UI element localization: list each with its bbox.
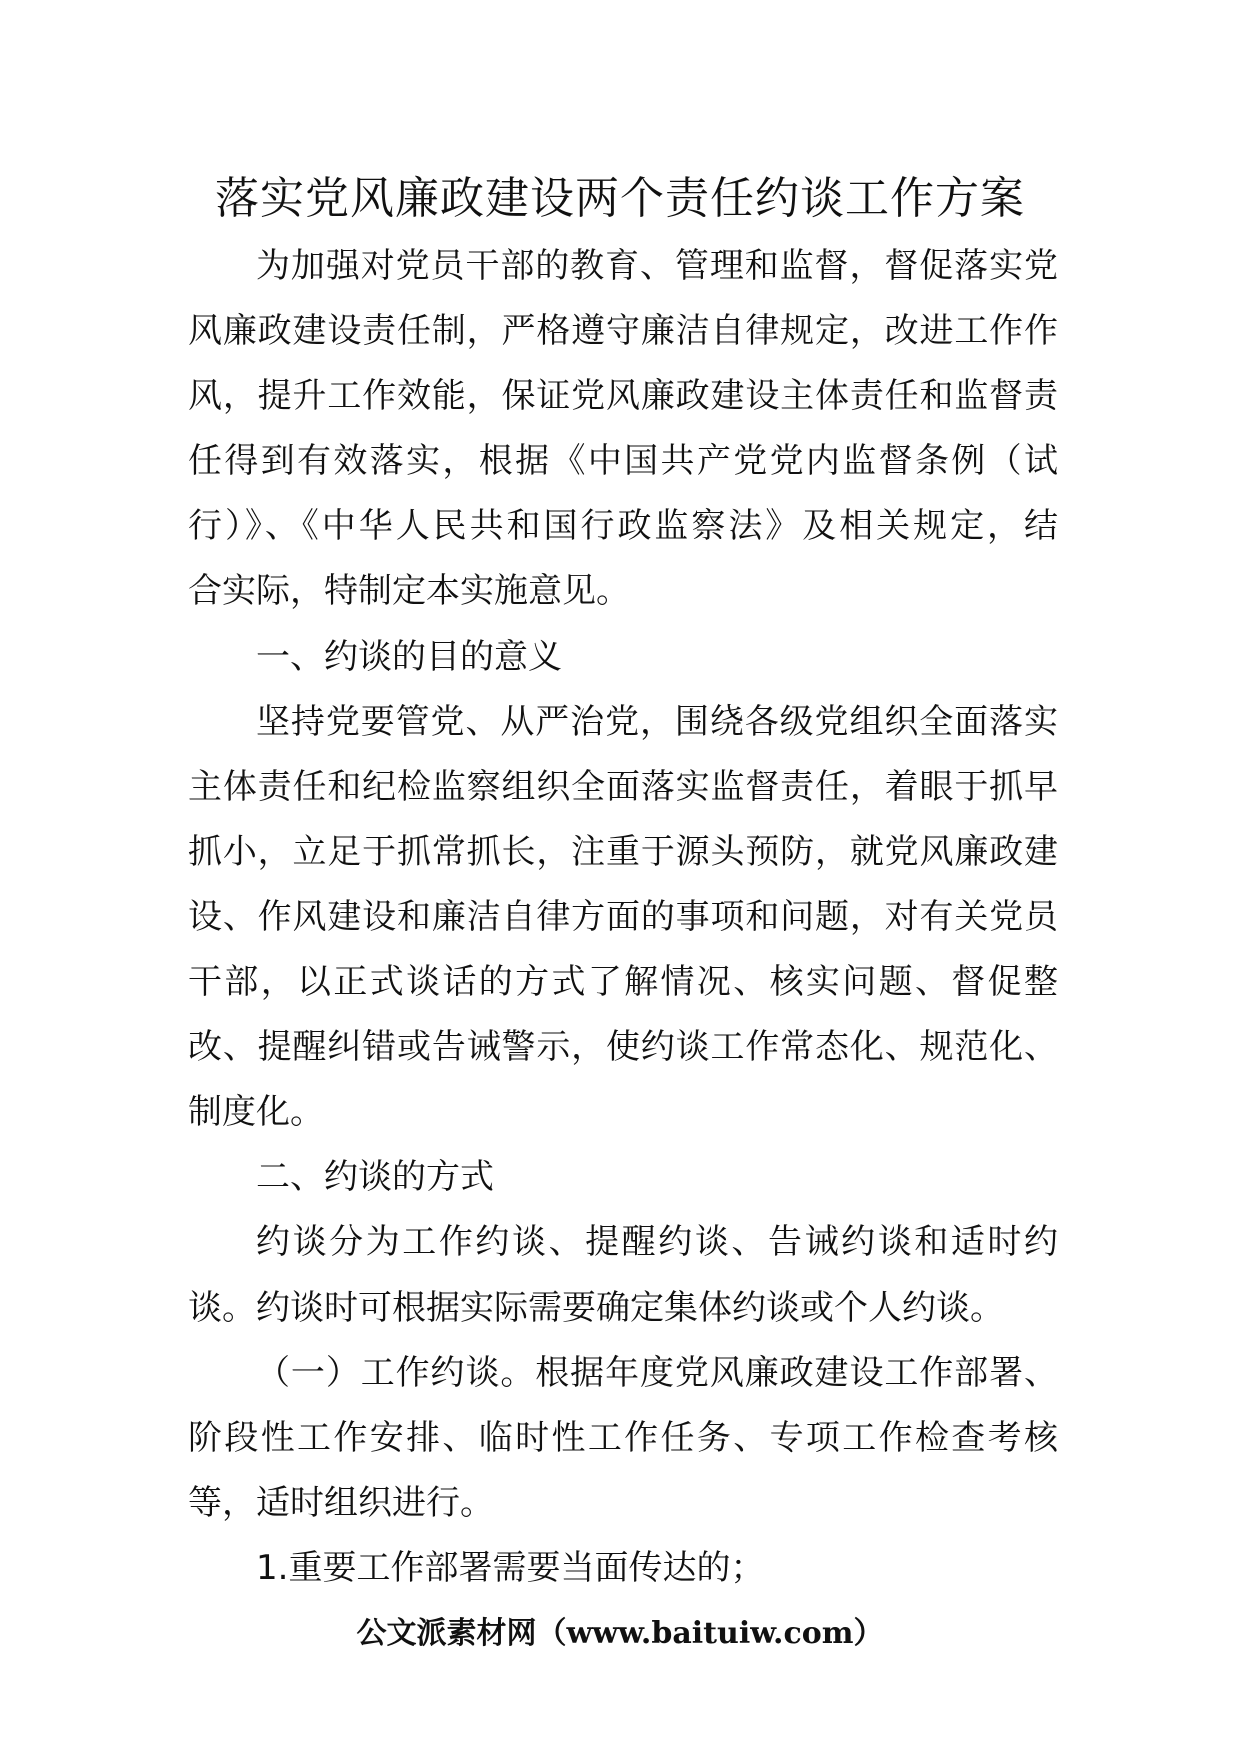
body-line: 1.重要工作部署需要当面传达的； bbox=[256, 1547, 765, 1588]
body-line: 谈。约谈时可根据实际需要确定集体约谈或个人约谈。 bbox=[188, 1287, 1004, 1328]
body-line: 一、约谈的目的意义 bbox=[256, 636, 562, 677]
body-line: 风，提升工作效能，保证党风廉政建设主体责任和监督责 bbox=[188, 376, 1058, 417]
body-line: 抓小，立足于抓常抓长，注重于源头预防，就党风廉政建 bbox=[188, 831, 1058, 872]
body-line: 二、约谈的方式 bbox=[256, 1157, 494, 1198]
body-line: 约谈分为工作约谈、提醒约谈、告诫约谈和适时约 bbox=[256, 1222, 1058, 1263]
body-line: 干部，以正式谈话的方式了解情况、核实问题、督促整 bbox=[188, 962, 1058, 1003]
body-line: 改、提醒纠错或告诫警示，使约谈工作常态化、规范化、 bbox=[188, 1027, 1058, 1068]
footer-watermark: 公文派素材网（www.baituiw.com） bbox=[356, 1616, 884, 1651]
body-line: 设、作风建设和廉洁自律方面的事项和问题，对有关党员 bbox=[188, 896, 1058, 937]
document-title: 落实党风廉政建设两个责任约谈工作方案 bbox=[215, 173, 1025, 224]
body-line: （一）工作约谈。根据年度党风廉政建设工作部署、 bbox=[256, 1352, 1058, 1393]
body-line: 坚持党要管党、从严治党，围绕各级党组织全面落实 bbox=[256, 701, 1058, 742]
body-line: 阶段性工作安排、临时性工作任务、专项工作检查考核 bbox=[188, 1417, 1058, 1458]
body-line: 主体责任和纪检监察组织全面落实监督责任，着眼于抓早 bbox=[188, 766, 1058, 807]
body-line: 等，适时组织进行。 bbox=[188, 1482, 494, 1523]
body-line: 为加强对党员干部的教育、管理和监督，督促落实党 bbox=[256, 246, 1058, 286]
body-line: 风廉政建设责任制，严格遵守廉洁自律规定，改进工作作 bbox=[188, 311, 1058, 352]
body-line: 制度化。 bbox=[188, 1092, 324, 1133]
body-line: 行）》、《中华人民共和国行政监察法》及相关规定，结 bbox=[188, 506, 1058, 547]
body-line: 任得到有效落实，根据《中国共产党党内监督条例（试 bbox=[188, 441, 1058, 482]
body-line: 合实际，特制定本实施意见。 bbox=[188, 571, 630, 612]
document-body bbox=[188, 234, 1058, 1601]
